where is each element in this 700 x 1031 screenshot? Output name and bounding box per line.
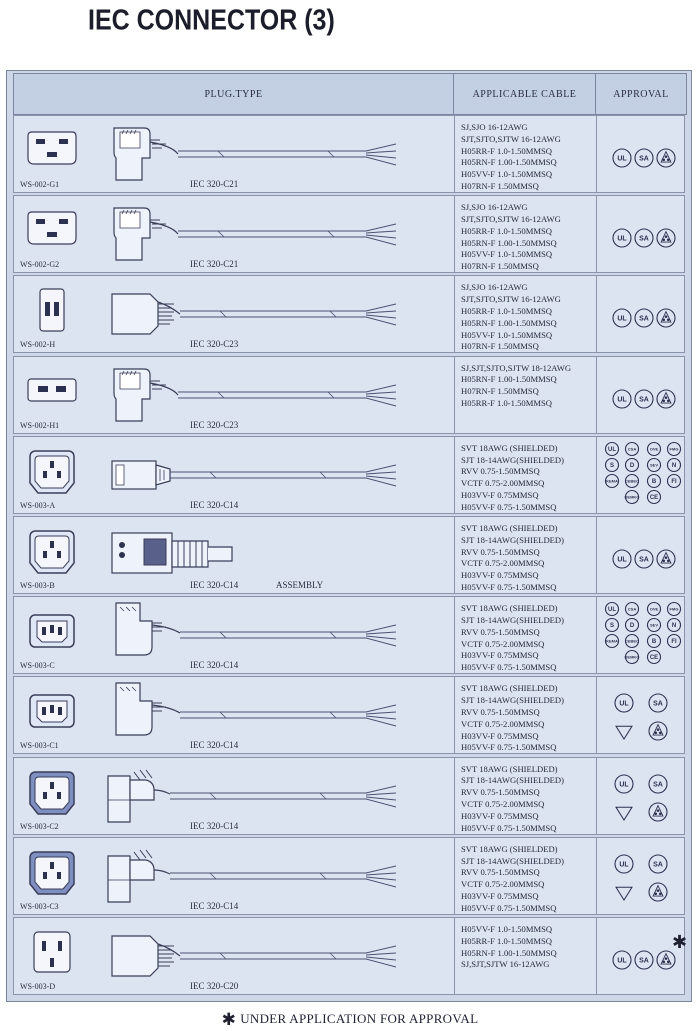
applicable-cable-list (461, 683, 593, 754)
svg-text:SA: SA (639, 957, 649, 965)
plug-cable-drawing (100, 599, 400, 663)
cable-spec: H05VV-F 0.75-1.50MMSQ (461, 742, 557, 753)
part-code: WS-002-H1 (20, 420, 60, 430)
applicable-cable-list (461, 523, 593, 594)
cable-spec: H05VV-F 1.0-1.50MMSQ (461, 169, 553, 180)
assembly-label: ASSEMBLY (276, 580, 324, 590)
cable-spec: H05VV-F 1.0-1.50MMSQ (461, 329, 553, 340)
plug-cable-drawing (100, 920, 400, 984)
svg-text:SA: SA (639, 315, 649, 323)
column-divider (596, 758, 597, 834)
svg-text:UL: UL (619, 781, 629, 789)
column-divider (454, 838, 455, 914)
connector-face-icon (22, 928, 82, 976)
iec-standard: IEC 320-C21 (190, 179, 239, 189)
cable-spec: SJ,SJO 16-12AWG (461, 202, 528, 213)
svg-text:SEV: SEV (649, 622, 659, 628)
cable-spec: H05VV-F 0.75-1.50MMSQ (461, 822, 557, 833)
cable-spec: VCTF 0.75-2.00MMSQ (461, 879, 545, 890)
part-code: WS-002-H (20, 340, 56, 350)
cable-spec: H05RN-F 1.00-1.50MMSQ (461, 237, 557, 248)
cable-spec: H05RR-F 1.0-1.50MMSQ (461, 225, 552, 236)
svg-text:UL: UL (617, 957, 627, 965)
column-divider (596, 918, 597, 994)
svg-text:B: B (651, 639, 657, 646)
column-divider (596, 597, 597, 673)
plug-cable-drawing (100, 840, 400, 904)
table-row (13, 837, 685, 915)
svg-text:SA: SA (639, 396, 649, 404)
approval-marks-icon (602, 441, 682, 511)
cable-spec: H03VV-F 0.75MMSQ (461, 489, 539, 500)
table-row (13, 676, 685, 754)
cable-spec: RVV 0.75-1.50MMSQ (461, 626, 540, 637)
cable-spec: H05RR-F 1.0-1.50MMSQ (461, 305, 552, 316)
column-divider (454, 597, 455, 673)
cable-spec: RVV 0.75-1.50MMSQ (461, 706, 540, 717)
cable-spec: VCTF 0.75-2.00MMSQ (461, 718, 545, 729)
approval-marks-icon (602, 361, 682, 431)
table-row (13, 516, 685, 594)
approval-marks-icon (602, 762, 682, 832)
svg-text:OVE: OVE (649, 446, 659, 452)
svg-text:FI: FI (671, 639, 677, 646)
iec-standard: IEC 320-C14 (190, 820, 239, 831)
svg-text:UL: UL (617, 155, 627, 163)
iec-standard: IEC 320-C14 (190, 900, 239, 911)
footnote-text: UNDER APPLICATION FOR APPROVAL (240, 1011, 479, 1026)
part-code: WS-003-D (20, 982, 56, 991)
header-approval: APPROVAL (613, 88, 669, 100)
cable-spec: H05RN-F 1.00-1.50MMSQ (461, 947, 557, 958)
cable-spec: H05RN-F 1.00-1.50MMSQ (461, 374, 557, 385)
cable-spec: SJ,SJT,SJTO,SJTW 18-12AWG (461, 362, 572, 373)
svg-text:FI: FI (671, 478, 677, 485)
cable-spec: H05VV-F 0.75-1.50MMSQ (461, 662, 557, 673)
table-row (13, 917, 688, 995)
plug-cable-drawing (100, 679, 400, 743)
cable-spec: SVT 18AWG (SHIELDED) (461, 603, 558, 614)
svg-text:DEMKO: DEMKO (624, 494, 640, 500)
approval-marks-icon (602, 922, 688, 992)
cable-spec: H03VV-F 0.75MMSQ (461, 890, 539, 901)
cable-spec: SJT,SJTO,SJTW 16-12AWG (461, 213, 561, 224)
column-divider (596, 357, 597, 433)
cable-spec: SJT,SJTO,SJTW 16-12AWG (461, 294, 561, 305)
cable-spec: SVT 18AWG (SHIELDED) (461, 763, 558, 774)
cable-spec: H03VV-F 0.75MMSQ (461, 810, 539, 821)
cable-spec: H07RN-F 1.50MMSQ (461, 341, 539, 352)
iec-standard: IEC 320-C23 (190, 339, 239, 350)
iec-standard: IEC 320-C14 (190, 740, 239, 751)
part-code: WS-003-C1 (20, 741, 59, 751)
cable-spec: H05RN-F 1.00-1.50MMSQ (461, 317, 557, 328)
connector-face-icon (22, 286, 82, 334)
approval-marks-icon (602, 681, 682, 751)
cable-spec: H05VV-F 0.75-1.50MMSQ (461, 581, 557, 592)
plug-cable-drawing (100, 359, 400, 423)
svg-text:UL: UL (617, 315, 627, 323)
svg-text:SA: SA (639, 556, 649, 564)
column-divider (454, 517, 455, 593)
iec-standard: IEC 320-C14 (190, 580, 239, 590)
svg-text:CE: CE (649, 494, 659, 501)
iec-standard: IEC 320-C14 (190, 660, 239, 671)
plug-cable-drawing (100, 439, 400, 503)
cable-spec: SJT 18-14AWG(SHIELDED) (461, 614, 564, 625)
svg-text:UL: UL (617, 235, 627, 243)
svg-text:KEMA: KEMA (606, 478, 618, 484)
svg-text:DEMKO: DEMKO (624, 654, 640, 660)
connector-face-icon (22, 768, 82, 816)
iec-standard: IEC 320-C23 (190, 419, 239, 430)
table-row (13, 195, 685, 273)
applicable-cable-list (461, 202, 593, 273)
iec-standard: IEC 320-C20 (190, 981, 239, 991)
cable-spec: RVV 0.75-1.50MMSQ (461, 867, 540, 878)
column-divider (454, 276, 455, 352)
svg-text:B: B (651, 478, 657, 485)
column-divider (454, 437, 455, 513)
plug-cable-drawing (100, 519, 400, 583)
svg-text:✱: ✱ (672, 932, 688, 952)
cable-spec: SJ,SJO 16-12AWG (461, 122, 528, 132)
column-divider (454, 758, 455, 834)
cable-spec: H05VV-F 1.0-1.50MMSQ (461, 249, 553, 260)
cable-spec: H07RN-F 1.50MMSQ (461, 180, 539, 191)
part-code: WS-003-C (20, 661, 55, 671)
part-code: WS-003-B (20, 581, 55, 590)
connector-face-icon (22, 527, 82, 575)
column-divider (454, 196, 455, 272)
asterisk-icon: ✱ (221, 1010, 237, 1029)
cable-spec: H07RN-F 1.50MMSQ (461, 386, 539, 397)
svg-text:CSA: CSA (627, 446, 637, 452)
column-divider (596, 116, 597, 192)
table-header (13, 73, 687, 115)
column-divider (454, 116, 455, 192)
cable-spec: SJT 18-14AWG(SHIELDED) (461, 534, 564, 545)
svg-text:FMG: FMG (669, 606, 679, 612)
column-divider (454, 677, 455, 753)
svg-text:SA: SA (639, 155, 649, 163)
applicable-cable-list (461, 844, 593, 915)
approval-footnote (0, 1008, 700, 1028)
cable-spec: H05RR-F 1.0-1.50MMSQ (461, 145, 552, 156)
cable-spec: SJT 18-14AWG(SHIELDED) (461, 695, 564, 706)
connector-face-icon (22, 447, 82, 495)
cable-spec: VCTF 0.75-2.00MMSQ (461, 478, 545, 489)
cable-spec: SVT 18AWG (SHIELDED) (461, 442, 558, 453)
part-code: WS-003-A (20, 500, 56, 510)
svg-text:SA: SA (653, 861, 663, 869)
cable-spec: RVV 0.75-1.50MMSQ (461, 787, 540, 798)
cable-spec: SJT 18-14AWG(SHIELDED) (461, 855, 564, 866)
column-divider (596, 517, 597, 593)
svg-text:UL: UL (619, 861, 629, 869)
svg-text:UL: UL (617, 556, 627, 564)
table-row (13, 356, 685, 434)
plug-cable-drawing (100, 198, 400, 262)
applicable-cable-list (461, 122, 593, 193)
svg-text:UL: UL (617, 396, 627, 404)
approval-marks-icon (602, 842, 682, 912)
approval-marks-icon (602, 120, 682, 190)
cable-spec: SJT 18-14AWG(SHIELDED) (461, 775, 564, 786)
svg-text:SA: SA (653, 781, 663, 789)
svg-text:KEMA: KEMA (606, 638, 618, 644)
column-divider (454, 357, 455, 433)
cable-spec: VCTF 0.75-2.00MMSQ (461, 638, 545, 649)
column-divider (596, 437, 597, 513)
svg-text:FMG: FMG (669, 446, 679, 452)
svg-text:UL: UL (608, 446, 616, 453)
svg-text:SA: SA (653, 700, 663, 708)
cable-spec: H05VV-F 0.75-1.50MMSQ (461, 501, 557, 512)
svg-text:SEV: SEV (649, 462, 659, 468)
approval-marks-icon (602, 521, 682, 591)
svg-text:CEBEC: CEBEC (624, 478, 640, 484)
approval-marks-icon (602, 280, 682, 350)
cable-spec: H05RR-F 1.0-1.50MMSQ (461, 935, 552, 946)
applicable-cable-list (461, 924, 593, 971)
cable-spec: SVT 18AWG (SHIELDED) (461, 843, 558, 854)
cable-spec: VCTF 0.75-2.00MMSQ (461, 798, 545, 809)
column-divider (596, 838, 597, 914)
iec-standard: IEC 320-C14 (190, 499, 239, 510)
part-code: WS-002-G2 (20, 260, 60, 270)
cable-spec: SVT 18AWG (SHIELDED) (461, 523, 558, 533)
svg-text:CEBEC: CEBEC (624, 638, 640, 644)
cable-spec: RVV 0.75-1.50MMSQ (461, 466, 540, 477)
connector-face-icon (22, 367, 82, 415)
column-divider (596, 276, 597, 352)
cable-spec: VCTF 0.75-2.00MMSQ (461, 558, 545, 569)
connector-face-icon (22, 848, 82, 896)
cable-spec: H05VV-F 0.75-1.50MMSQ (461, 902, 557, 913)
table-row (13, 115, 685, 193)
table-row (13, 436, 685, 514)
table-row (13, 757, 685, 835)
cable-spec: SJT,SJTO,SJTW 16-12AWG (461, 133, 561, 144)
cable-spec: H03VV-F 0.75MMSQ (461, 730, 539, 741)
applicable-cable-list (461, 603, 593, 674)
approval-marks-icon (602, 200, 682, 270)
svg-text:D: D (629, 623, 635, 630)
plug-cable-drawing (100, 760, 400, 824)
header-applicable-cable: APPLICABLE CABLE (454, 74, 596, 114)
svg-text:N: N (671, 462, 677, 469)
part-code: WS-003-C2 (20, 821, 59, 831)
table-row (13, 596, 685, 674)
svg-text:OVE: OVE (649, 606, 659, 612)
svg-text:CE: CE (649, 655, 659, 662)
cable-spec: H05RR-F 1.0-1.50MMSQ (461, 397, 552, 408)
connector-face-icon (22, 206, 82, 254)
svg-text:CSA: CSA (627, 606, 637, 612)
column-divider (596, 677, 597, 753)
part-code: WS-003-C3 (20, 901, 59, 911)
svg-text:S: S (609, 623, 615, 630)
iec-standard: IEC 320-C21 (190, 259, 239, 270)
applicable-cable-list (461, 443, 593, 514)
cable-spec: SJ,SJO 16-12AWG (461, 282, 528, 293)
column-divider (454, 918, 455, 994)
plug-cable-drawing (100, 278, 400, 342)
connector-face-icon (22, 687, 82, 735)
svg-text:UL: UL (608, 607, 616, 614)
svg-text:D: D (629, 462, 635, 469)
svg-text:UL: UL (619, 700, 629, 708)
header-plug-type: PLUG.TYPE (14, 74, 454, 114)
cable-spec: H03VV-F 0.75MMSQ (461, 650, 539, 661)
cable-spec: H05RN-F 1.00-1.50MMSQ (461, 157, 557, 168)
part-code: WS-002-G1 (20, 180, 60, 189)
svg-text:N: N (671, 623, 677, 630)
connector-face-icon (22, 607, 82, 655)
plug-cable-drawing (100, 118, 400, 182)
cable-spec: H05VV-F 1.0-1.50MMSQ (461, 924, 553, 934)
approval-marks-icon (602, 601, 682, 671)
cable-spec: SJ,SJT,SJTW 16-12AWG (461, 959, 550, 970)
connector-face-icon (22, 126, 82, 174)
cable-spec: H03VV-F 0.75MMSQ (461, 570, 539, 581)
applicable-cable-list (461, 282, 593, 353)
cable-spec: SVT 18AWG (SHIELDED) (461, 683, 558, 694)
svg-text:S: S (609, 462, 615, 469)
column-divider (596, 196, 597, 272)
applicable-cable-list (461, 363, 593, 410)
cable-spec: RVV 0.75-1.50MMSQ (461, 546, 540, 557)
table-row (13, 275, 685, 353)
connector-table (6, 70, 692, 1002)
applicable-cable-list (461, 764, 593, 835)
svg-text:SA: SA (639, 235, 649, 243)
page-title: IEC CONNECTOR (3) (88, 4, 335, 37)
cable-spec: H07RN-F 1.50MMSQ (461, 261, 539, 272)
cable-spec: SJT 18-14AWG(SHIELDED) (461, 454, 564, 465)
